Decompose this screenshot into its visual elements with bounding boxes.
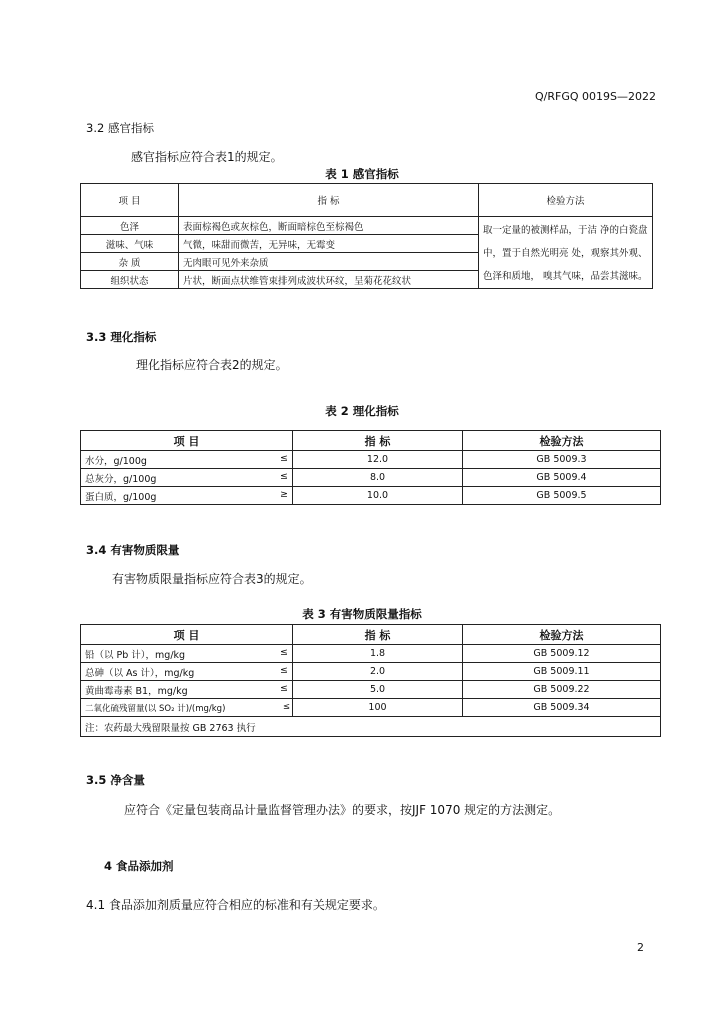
row-method: GB 5009.12: [463, 645, 661, 663]
row-item: 黄曲霉毒素 B1，mg/kg: [85, 685, 188, 697]
header-item: 项 目: [81, 431, 293, 451]
table-header-row: [81, 625, 661, 645]
row-method: GB 5009.22: [463, 681, 661, 699]
table-row: [81, 645, 661, 663]
sensory-table: [80, 183, 653, 289]
header-spec: 指 标: [179, 184, 479, 217]
table-note-row: [81, 717, 661, 737]
physicochemical-table: [80, 430, 661, 505]
section-3-4-heading: 3.4 有害物质限量: [86, 543, 180, 557]
row-item: 二氧化硫残留量(以 SO₂ 计)/(mg/kg): [85, 703, 226, 714]
row-item: 色泽: [81, 217, 179, 235]
table-row: [81, 451, 661, 469]
row-method: GB 5009.11: [463, 663, 661, 681]
row-spec: 无肉眼可见外来杂质: [179, 253, 479, 271]
row-item: 水分，g/100g: [85, 455, 147, 467]
row-spec: 表面棕褐色或灰棕色，断面暗棕色至棕褐色: [179, 217, 479, 235]
section-3-4-paragraph: 有害物质限量指标应符合表3的规定。: [112, 572, 312, 586]
table-row: [81, 487, 661, 505]
row-value: 8.0: [293, 469, 463, 487]
section-3-3-paragraph: 理化指标应符合表2的规定。: [136, 358, 288, 372]
limit-symbol: ≤: [280, 470, 288, 482]
header-method: 检验方法: [479, 184, 653, 217]
row-value: 1.8: [293, 645, 463, 663]
row-value: 10.0: [293, 487, 463, 505]
row-method: 取一定量的被测样品，于洁 净的白瓷盘中，置于自然光明亮 处，观察其外观、色泽和质地， 嗅其气味，品尝其滋味。: [479, 217, 653, 289]
table-row: [81, 469, 661, 487]
row-value: 100: [293, 699, 463, 717]
row-method: GB 5009.5: [463, 487, 661, 505]
limit-symbol: ≤: [280, 452, 288, 464]
row-item: 铅（以 Pb 计），mg/kg: [85, 649, 186, 661]
header-item: 项 目: [81, 184, 179, 217]
table-header-row: [81, 431, 661, 451]
section-3-2-paragraph: 感官指标应符合表1的规定。: [131, 150, 283, 164]
header-method: 检验方法: [463, 625, 661, 645]
contaminants-table: [80, 624, 661, 737]
row-item: 蛋白质，g/100g: [85, 491, 157, 503]
row-spec: 气微，味甜而微苦，无异味，无霉变: [179, 235, 479, 253]
row-item: 组织状态: [81, 271, 179, 289]
header-method: 检验方法: [463, 431, 661, 451]
section-3-5-paragraph: 应符合《定量包装商品计量监督管理办法》的要求，按JJF 1070 规定的方法测定。: [124, 803, 561, 817]
table-note: 注：农药最大残留限量按 GB 2763 执行: [81, 717, 661, 737]
row-item: 总砷（以 As 计），mg/kg: [85, 667, 195, 679]
row-item: 滋味、气味: [81, 235, 179, 253]
page-number: 2: [637, 941, 644, 954]
table-3-caption: 表 3 有害物质限量指标: [302, 607, 422, 621]
row-item: 总灰分，g/100g: [85, 473, 157, 485]
row-value: 12.0: [293, 451, 463, 469]
table-header-row: [81, 184, 653, 217]
limit-symbol: ≤: [280, 682, 288, 694]
table-row: [81, 663, 661, 681]
row-value: 5.0: [293, 681, 463, 699]
table-row: [81, 217, 653, 235]
table-row: [81, 699, 661, 717]
table-1-caption: 表 1 感官指标: [325, 167, 399, 181]
document-code: Q/RFGQ 0019S—2022: [535, 90, 656, 103]
section-3-2-heading: 3.2 感官指标: [86, 121, 154, 135]
limit-symbol: ≤: [280, 664, 288, 676]
row-method: GB 5009.4: [463, 469, 661, 487]
table-row: [81, 681, 661, 699]
section-3-3-heading: 3.3 理化指标: [86, 330, 157, 344]
header-spec: 指 标: [293, 625, 463, 645]
limit-symbol: ≤: [282, 701, 290, 712]
row-spec: 片状，断面点状维管束排列成波状环纹，呈菊花花纹状: [179, 271, 479, 289]
table-2-caption: 表 2 理化指标: [325, 404, 399, 418]
limit-symbol: ≤: [280, 646, 288, 658]
section-4-heading: 4 食品添加剂: [104, 859, 174, 873]
section-4-1-text: 4.1 食品添加剂质量应符合相应的标准和有关规定要求。: [86, 898, 385, 912]
header-spec: 指 标: [293, 431, 463, 451]
header-item: 项 目: [81, 625, 293, 645]
section-3-5-heading: 3.5 净含量: [86, 773, 145, 787]
row-value: 2.0: [293, 663, 463, 681]
limit-symbol: ≥: [280, 488, 288, 500]
row-item: 杂 质: [81, 253, 179, 271]
row-method: GB 5009.34: [463, 699, 661, 717]
row-method: GB 5009.3: [463, 451, 661, 469]
